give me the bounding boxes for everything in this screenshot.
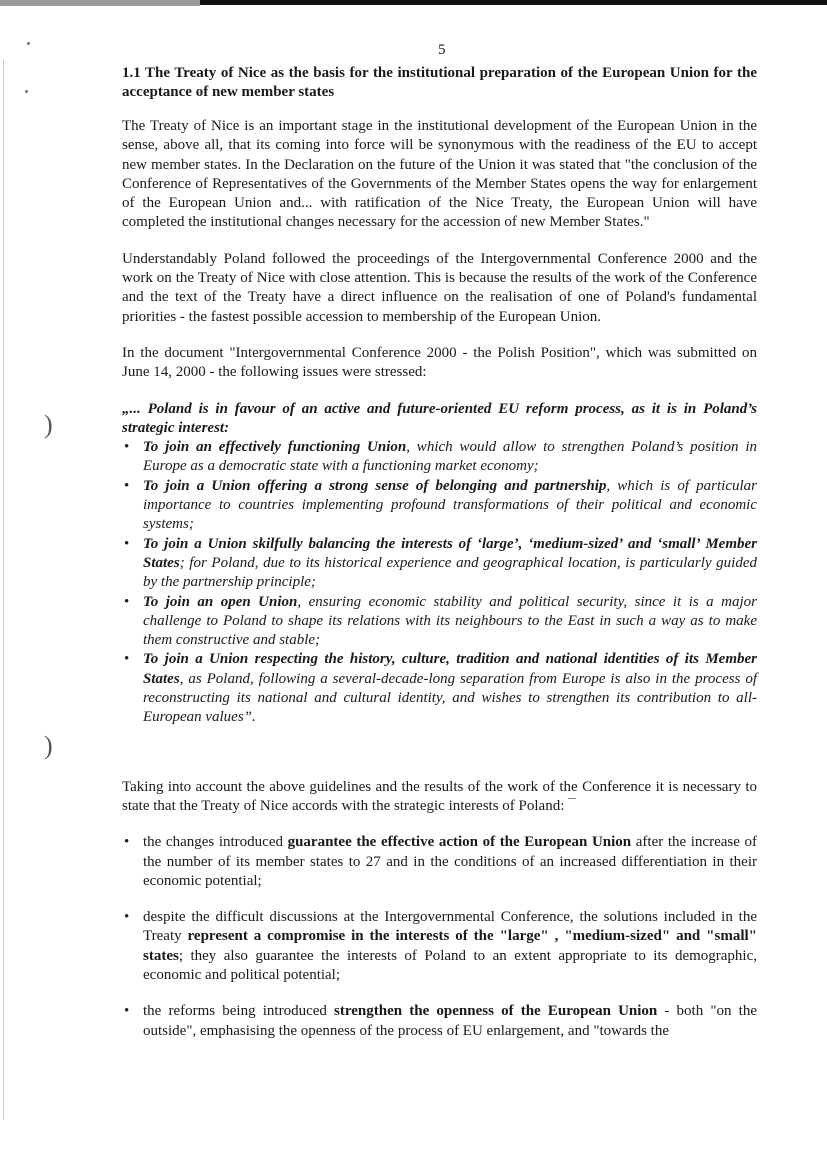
paragraph-conclusion-intro: Taking into account the above guidelines and the results of the work of the Conference it is necessary to state that the Treaty of Nice accords with the strategic interests of Poland: — [122, 778, 757, 814]
page-number: 5 — [438, 42, 446, 58]
paragraph-intro: The Treaty of Nice is an important stage in the institutional development of the European Union in the sense, above all, that its coming into force will be synonymous with the readiness of the EU to accept new member states. In the Declaration on the future of the Union it was stated that "the conclusion of the Conference of Representatives of the Governments of the Member States opens the way for enlargement of the European Union and... with ratification of the Nice Treaty, the European Union will have completed the institutional changes necessary for the accession of new Member States." — [122, 118, 757, 231]
document-body — [122, 64, 757, 1058]
list-item-bold: represent a compromise in the interests of the "large" , "medium-sized" and "small" states — [143, 928, 757, 964]
scan-speck — [27, 42, 30, 45]
list-item-bold: To join a Union respecting the history, culture, tradition and national identities of its Member States — [143, 651, 757, 687]
list-item-bold: To join an open Union — [143, 593, 298, 610]
list-item-text: the reforms being introduced — [143, 1003, 335, 1020]
list-item-text: ; they also guarantee the interests of Poland to an extent appropriate to its demographic, economic and political potential; — [143, 947, 757, 983]
paragraph-poland-followed: Understandably Poland followed the proceedings of the Intergovernmental Conference 2000 and the work on the Treaty of Nice with close attention. This is because the results of the work of the Conference and the text of the Treaty have a direct influence on the realisation of one of Poland's fundamental priorities - the fastest possible accession to membership of the European Union. — [122, 250, 757, 325]
list-item-text: ; for Poland, due to its historical experience and geographical location, is particularly guided by the partnership principle; — [143, 554, 757, 591]
list-item-text: despite the difficult discussions at the Intergovernmental Conference, the solutions included in the Treaty — [143, 909, 757, 945]
scan-left-edge — [3, 60, 4, 1120]
list-item-text: , ensuring economic stability and political security, since it is a major challenge to Poland to shape its relations with its neighbours to the East in such a way as to make them constructive and stable; — [143, 593, 757, 649]
list-item-text: - both "on the outside", emphasising the openness of the process of EU enlargement, and "towards the — [143, 1003, 757, 1039]
list-item-text: after the increase of the number of its member states to 27 and in the conditions of an increased differentiation in their economic potential; — [143, 834, 757, 889]
conclusions-list — [122, 833, 757, 1041]
list-item-bold: guarantee the effective action of the European Union — [287, 834, 632, 851]
list-item-text: the changes introduced — [143, 834, 288, 851]
list-item-text: , which would allow to strengthen Poland’s position in Europe as a democratic state with a functioning market economy; — [143, 439, 758, 475]
scan-top-edge-shadow — [0, 0, 200, 6]
list-item — [122, 650, 757, 727]
list-item — [122, 535, 757, 593]
spacer — [122, 728, 757, 778]
section-heading: 1.1 The Treaty of Nice as the basis for the institutional preparation of the European Union for the acceptance of new member states — [122, 65, 757, 100]
list-item-bold: To join an effectively functioning Union — [143, 439, 407, 456]
list-item — [122, 833, 757, 891]
list-item-text: , as Poland, following a several-decade-long separation from Europe is also in the process of reconstructing its national and cultural identity, and wishes to strengthen its contribution to all-European values”. — [143, 670, 757, 726]
list-item — [122, 438, 757, 477]
list-item-text: , which is of particular importance to countries implementing profound transformations of their political and economic systems; — [143, 477, 757, 533]
list-item — [122, 1002, 757, 1041]
quote-intro: „... Poland is in favour of an active and future-oriented EU reform process, as it is in Poland’s strategic interest: — [122, 400, 757, 436]
list-item-bold: To join a Union offering a strong sense of belonging and partnership — [143, 477, 607, 494]
list-item-bold: strengthen the openness of the European Union — [334, 1003, 658, 1020]
list-item — [122, 908, 757, 985]
list-item-bold: To join a Union skilfully balancing the interests of ‘large’, ‘medium-sized’ and ‘small’ Member States — [143, 535, 757, 571]
punch-hole-mark: ) — [44, 410, 53, 439]
scan-speck — [25, 90, 28, 93]
list-item — [122, 477, 757, 535]
punch-hole-mark: ) — [44, 731, 53, 760]
paragraph-polish-position: In the document "Intergovernmental Conference 2000 - the Polish Position", which was submitted on June 14, 2000 - the following issues were stressed: — [122, 344, 757, 381]
quote-list — [122, 438, 757, 727]
list-item — [122, 593, 757, 651]
